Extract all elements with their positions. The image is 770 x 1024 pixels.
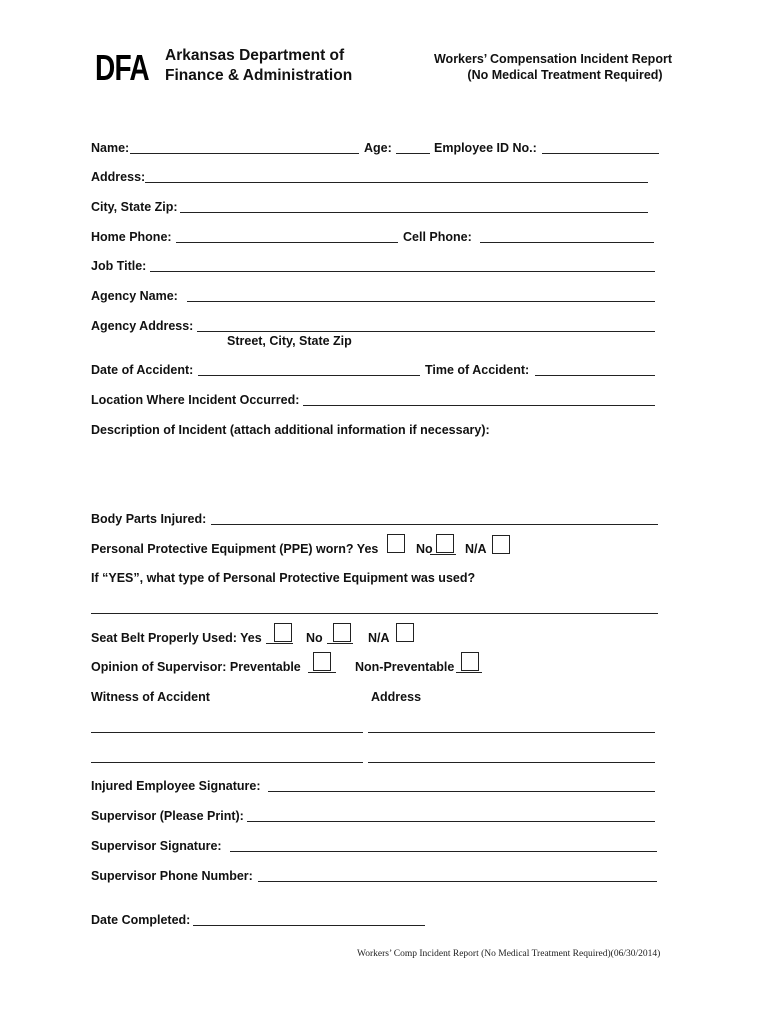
date-completed-label: Date Completed: bbox=[91, 913, 191, 927]
ppe-type-label: If “YES”, what type of Personal Protective Equipment was used? bbox=[91, 571, 476, 585]
non-preventable-label: Non-Preventable bbox=[355, 660, 455, 674]
body-parts-field[interactable] bbox=[211, 524, 658, 525]
report-subtitle: (No Medical Treatment Required) bbox=[467, 68, 663, 82]
cell-phone-field[interactable] bbox=[480, 242, 654, 243]
supervisor-phone-label: Supervisor Phone Number: bbox=[91, 869, 253, 883]
org-name-line1: Arkansas Department of bbox=[165, 47, 345, 64]
city-state-zip-label: City, State Zip: bbox=[91, 200, 178, 214]
job-title-field[interactable] bbox=[150, 271, 655, 272]
preventable-underline bbox=[308, 672, 336, 673]
supervisor-signature-field[interactable] bbox=[230, 851, 657, 852]
agency-name-field[interactable] bbox=[187, 301, 655, 302]
ppe-no-underline bbox=[430, 554, 456, 555]
ppe-no-label: No bbox=[416, 542, 433, 556]
employee-id-field[interactable] bbox=[542, 153, 659, 154]
seatbelt-no-underline bbox=[327, 643, 353, 644]
ppe-no-checkbox[interactable] bbox=[436, 534, 454, 553]
non-preventable-checkbox[interactable] bbox=[461, 652, 479, 671]
supervisor-phone-field[interactable] bbox=[258, 881, 657, 882]
seatbelt-na-label: N/A bbox=[368, 631, 390, 645]
time-of-accident-field[interactable] bbox=[535, 375, 655, 376]
home-phone-label: Home Phone: bbox=[91, 230, 172, 244]
name-field[interactable] bbox=[130, 153, 359, 154]
job-title-label: Job Title: bbox=[91, 259, 147, 273]
description-label: Description of Incident (attach additional information if necessary): bbox=[91, 423, 490, 437]
seatbelt-question-label: Seat Belt Properly Used: Yes bbox=[91, 631, 262, 645]
agency-address-field[interactable] bbox=[197, 331, 655, 332]
injured-signature-field[interactable] bbox=[268, 791, 655, 792]
supervisor-print-field[interactable] bbox=[247, 821, 655, 822]
location-field[interactable] bbox=[303, 405, 655, 406]
agency-name-label: Agency Name: bbox=[91, 289, 178, 303]
location-label: Location Where Incident Occurred: bbox=[91, 393, 300, 407]
time-of-accident-label: Time of Accident: bbox=[425, 363, 530, 377]
home-phone-field[interactable] bbox=[176, 242, 398, 243]
address-field[interactable] bbox=[145, 182, 648, 183]
preventable-checkbox[interactable] bbox=[313, 652, 331, 671]
age-label: Age: bbox=[364, 141, 392, 155]
employee-id-label: Employee ID No.: bbox=[434, 141, 537, 155]
witness-address-field-2[interactable] bbox=[368, 762, 655, 763]
date-completed-field[interactable] bbox=[193, 925, 425, 926]
city-state-zip-field[interactable] bbox=[180, 212, 648, 213]
org-name-line2: Finance & Administration bbox=[165, 67, 353, 84]
supervisor-opinion-label: Opinion of Supervisor: Preventable bbox=[91, 660, 301, 674]
witness-name-field-1[interactable] bbox=[91, 732, 363, 733]
description-area[interactable] bbox=[91, 440, 656, 505]
seatbelt-na-checkbox[interactable] bbox=[396, 623, 414, 642]
age-field[interactable] bbox=[396, 153, 430, 154]
report-title: Workers’ Compensation Incident Report bbox=[433, 52, 672, 66]
supervisor-print-label: Supervisor (Please Print): bbox=[91, 809, 244, 823]
witness-address-field-1[interactable] bbox=[368, 732, 655, 733]
dfa-logo: DFA bbox=[95, 47, 149, 88]
ppe-na-label: N/A bbox=[465, 542, 487, 556]
witness-address-label: Address bbox=[371, 690, 422, 704]
ppe-type-field[interactable] bbox=[91, 613, 658, 614]
seatbelt-no-checkbox[interactable] bbox=[333, 623, 351, 642]
injured-signature-label: Injured Employee Signature: bbox=[91, 779, 261, 793]
seatbelt-yes-checkbox[interactable] bbox=[274, 623, 292, 642]
name-label: Name: bbox=[91, 141, 130, 155]
supervisor-signature-label: Supervisor Signature: bbox=[91, 839, 222, 853]
ppe-question-label: Personal Protective Equipment (PPE) worn? Yes bbox=[91, 542, 379, 556]
non-preventable-underline bbox=[456, 672, 482, 673]
cell-phone-label: Cell Phone: bbox=[403, 230, 472, 244]
witness-label: Witness of Accident bbox=[91, 690, 210, 704]
address-label: Address: bbox=[91, 170, 146, 184]
body-parts-label: Body Parts Injured: bbox=[91, 512, 207, 526]
ppe-yes-checkbox[interactable] bbox=[387, 534, 405, 553]
date-of-accident-label: Date of Accident: bbox=[91, 363, 194, 377]
seatbelt-yes-underline bbox=[266, 643, 293, 644]
footer-note: Workers’ Comp Incident Report (No Medical Treatment Required)(06/30/2014) bbox=[357, 949, 661, 959]
agency-address-hint: Street, City, State Zip bbox=[227, 334, 352, 348]
agency-address-label: Agency Address: bbox=[91, 319, 194, 333]
seatbelt-no-label: No bbox=[306, 631, 323, 645]
ppe-na-checkbox[interactable] bbox=[492, 535, 510, 554]
date-of-accident-field[interactable] bbox=[198, 375, 420, 376]
witness-name-field-2[interactable] bbox=[91, 762, 363, 763]
